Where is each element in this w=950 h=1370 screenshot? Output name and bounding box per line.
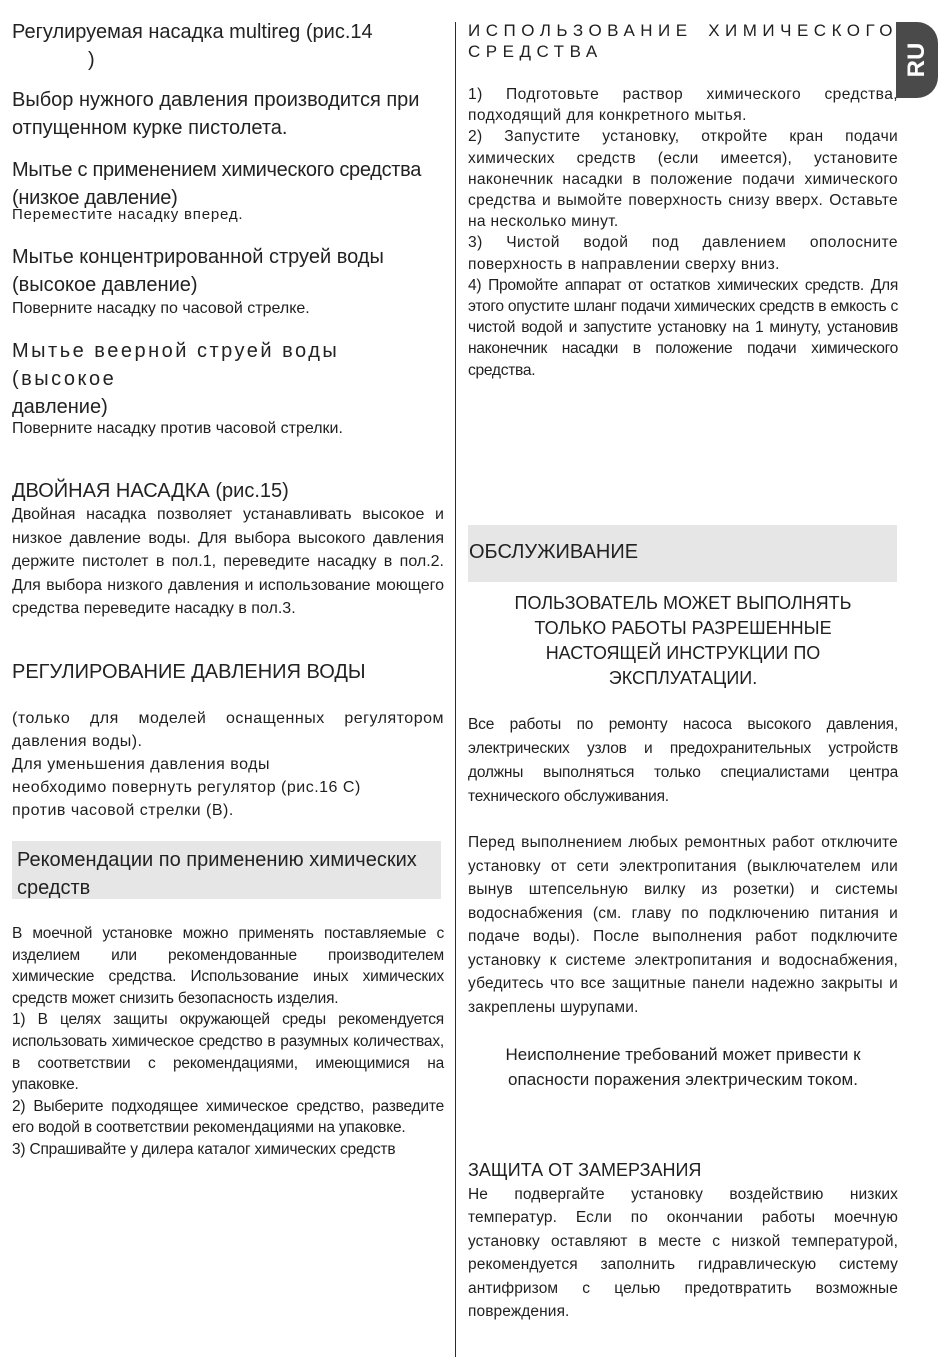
service-paragraph-3: Неисполнение требований может привести к опасности поражения электрическим током. — [505, 1045, 861, 1089]
chemical-use-step-3: 3) Чистой водой под давлением ополосните поверхность в направлении сверху вниз. — [468, 234, 898, 273]
chem-low-text: Переместите насадку вперед. — [12, 206, 244, 223]
multireg-title-line2: ) — [88, 49, 95, 71]
double-nozzle-title: ДВОЙНАЯ НАСАДКА (рис.15) — [12, 480, 289, 502]
chemical-use-step-1: 1) Подготовьте раствор химического средства, подходящий для конкретного мытья. — [468, 86, 898, 125]
chemical-use-title: ИСПОЛЬЗОВАНИЕ ХИМИЧЕСКОГО СРЕДСТВА — [468, 21, 898, 61]
language-badge — [896, 22, 938, 98]
recommendations-body — [12, 923, 444, 1161]
pressure-regulation-text — [12, 707, 444, 822]
frost-protection-text: Не подвергайте установку воздействию низких температур. Если по окончании работы моечную установку оставляют в месте с низкой температурой, рекомендуется заполнить гидравлическую систему антифризом с целью предотвратить возможные повреждения. — [468, 1186, 898, 1321]
recommendations-paragraph-3: 2) Выберите подходящее химическое средство, разведите его водой в соответствии рекомендациями на упаковке. — [12, 1097, 444, 1137]
service-paragraph-1: Все работы по ремонту насоса высокого давления, электрических узлов и предохранительных устройств должны выполняться только специалистами центра технического обслуживания. — [468, 716, 898, 805]
service-warning: ПОЛЬЗОВАТЕЛЬ МОЖЕТ ВЫПОЛНЯТЬ ТОЛЬКО РАБОТЫ РАЗРЕШЕННЫЕ НАСТОЯЩЕЙ ИНСТРУКЦИИ ПО ЭКСПЛУАТАЦИИ. — [514, 593, 852, 688]
reg-text-3: необходимо повернуть регулятор (рис.16 С) — [12, 779, 361, 796]
language-badge-label: RU — [903, 42, 930, 78]
multireg-title-line1: Регулируемая насадка multireg (рис.14 — [12, 21, 373, 43]
chemical-use-step-2: 2) Запустите установку, откройте кран подачи химических средств (если имеется), установите наконечник насадки в положение подачи химического средства и вымойте поверхность снизу вверх. Оставьте на несколько минут. — [468, 128, 898, 231]
service-paragraph-2: Перед выполнением любых ремонтных работ отключите установку от сети электропитания (выключателем или вынув штепсельную вилку из розетки) и системы водоснабжения (см. главу по подключению питания и подачe воды). После выполнения работ подключите установку к системе электропитания и водоснабжения, убедитесь что все защитные панели надежно закрыты и закреплены шурупами. — [468, 834, 898, 1016]
reg-text-1: (только для моделей оснащенных регулятором давления воды). — [12, 710, 444, 750]
column-divider — [455, 22, 456, 1357]
frost-protection-title: ЗАЩИТА ОТ ЗАМЕРЗАНИЯ — [468, 1160, 702, 1180]
fan-title — [12, 337, 442, 421]
concentrated-text: Поверните насадку по часовой стрелке. — [12, 300, 310, 317]
recommendations-paragraph-1: В моечной установке можно применять поставляемые с изделием или рекомендованные производителем химические средства. Использование иных химических средств может снизить безопасность изделия. — [12, 925, 444, 1007]
recommendations-title: Рекомендации по применению химических средств — [17, 849, 417, 899]
fan-title-line3: давление) — [12, 396, 108, 418]
recommendations-paragraph-4: 3) Спрашивайте у дилера каталог химических средств — [12, 1140, 396, 1158]
fan-title-line2: (высокое — [12, 368, 117, 390]
multireg-title — [12, 18, 442, 74]
service-title: ОБСЛУЖИВАНИЕ — [469, 541, 639, 563]
fan-title-line1: Мытье веерной струей воды — [12, 340, 340, 362]
fan-text: Поверните насадку против часовой стрелки. — [12, 420, 343, 437]
pressure-choice-text: Выбор нужного давления производится при отпущенном курке пистолета. — [12, 89, 420, 139]
chemical-use-step-4: 4) Промойте аппарат от остатков химических средств. Для этого опустите шланг подачи химических средств в емкость с чистой водой и запустите установку на 1 минуту, установив наконечник насадки в положение подачи химического средства. — [468, 276, 898, 379]
recommendations-header — [12, 841, 441, 899]
double-nozzle-text: Двойная насадка позволяет устанавливать высокое и низкое давление воды. Для выбора высокого давления держите пистолет в пол.1, переведите насадку в пол.2. Для выбора низкого давления и использование моющего средства переведите насадку в пол.3. — [12, 506, 444, 618]
pressure-regulation-title: РЕГУЛИРОВАНИЕ ДАВЛЕНИЯ ВОДЫ — [12, 661, 366, 683]
chem-low-title: Мытье с применением химического средства (низкое давление) — [12, 159, 422, 209]
concentrated-title: Мытье концентрированной струей воды (высокое давление) — [12, 246, 384, 296]
reg-text-2: Для уменьшения давления воды — [12, 756, 270, 773]
recommendations-paragraph-2: 1) В целях защиты окружающей среды рекомендуется использовать химическое средство в разумных количествах, в соответствии с рекомендациями, имеющимися на упаковке. — [12, 1011, 444, 1094]
service-header — [468, 525, 897, 582]
chemical-use-body — [468, 84, 898, 381]
reg-text-4: против часовой стрелки (В). — [12, 802, 234, 819]
